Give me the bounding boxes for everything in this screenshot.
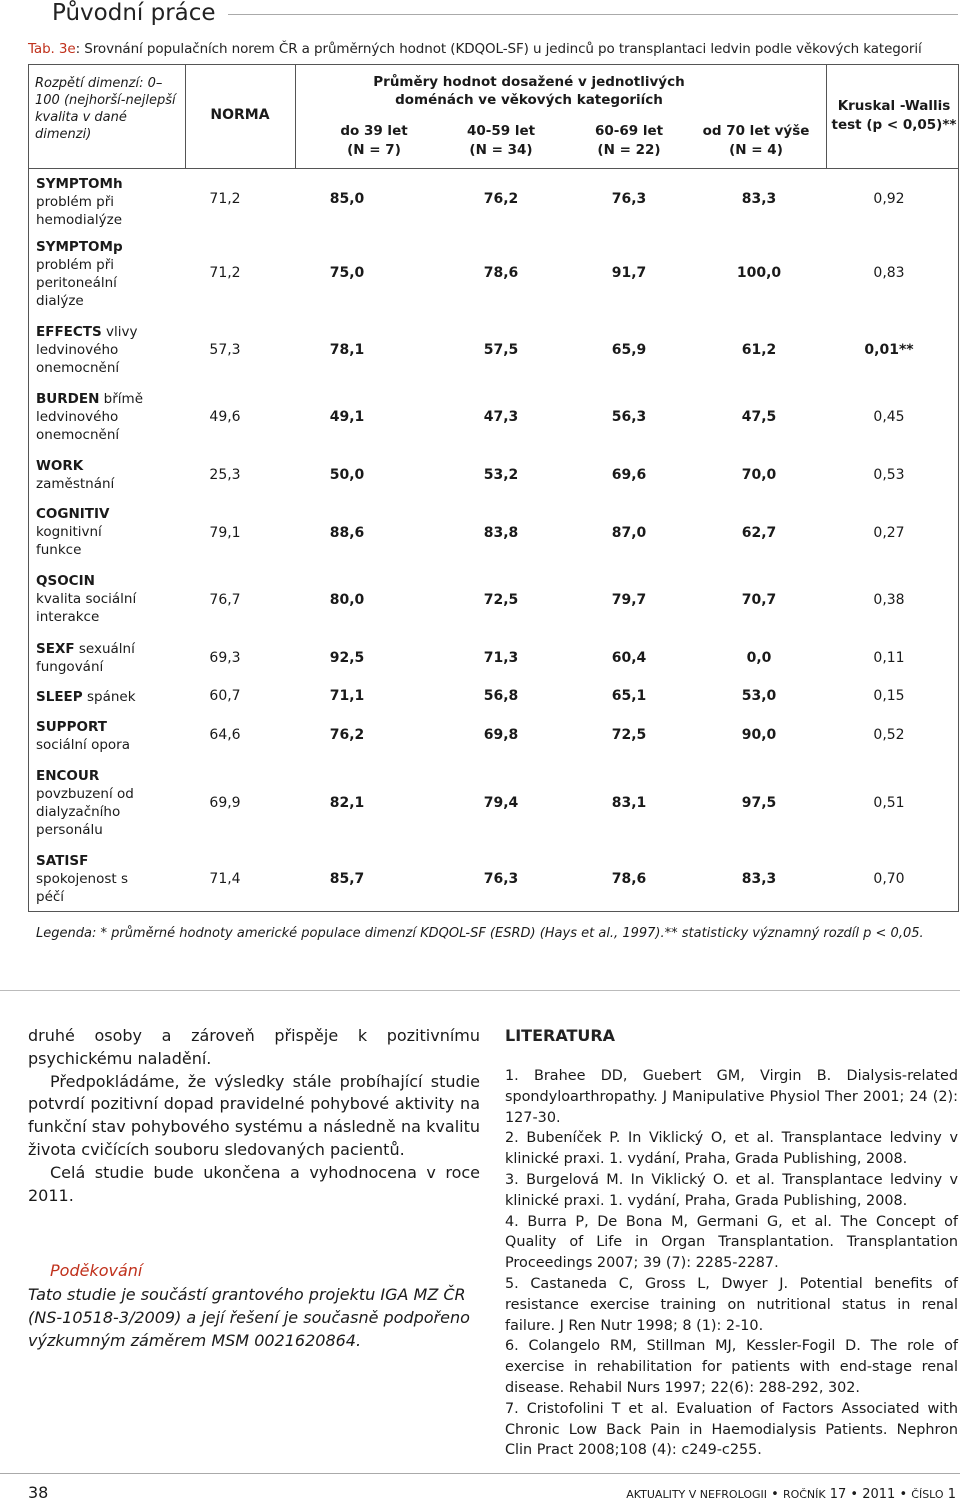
- row-desc: spánek: [86, 689, 136, 705]
- cell-value: 47,3: [483, 409, 519, 425]
- row-label: [36, 323, 156, 377]
- reference-item: 3. Burgelová M. In Viklický O. et al. Transplantace ledviny v klinické praxi. 1. vydání, Praha, Grada Publishing, 2008.: [505, 1171, 958, 1209]
- row-label: [36, 640, 146, 676]
- row-code: SUPPORT: [36, 719, 107, 735]
- header-col-age: [319, 122, 429, 160]
- row-label: [36, 688, 196, 706]
- cell-p: 0,27: [873, 525, 905, 541]
- journal-volume-label: ROČNÍK: [782, 1488, 826, 1501]
- header-col-age-label: od 70 let výše: [702, 123, 810, 139]
- row-code: WORK: [36, 458, 84, 474]
- row-label: [36, 175, 196, 229]
- page-number: 38: [28, 1483, 49, 1502]
- header-col-age-label: 60-69 let: [594, 123, 664, 139]
- header-age-group: Průměry hodnot dosažené v jednotlivých doménách ve věkových kategoriích: [373, 74, 685, 108]
- cell-value: 78,1: [329, 342, 365, 358]
- row-desc: kognitivní funkce: [36, 524, 102, 558]
- header-rule: [228, 14, 958, 15]
- journal-volume: 17: [829, 1487, 847, 1502]
- row-code: ENCOUR: [36, 768, 100, 784]
- header-col-age: [691, 122, 821, 160]
- cell-value: 83,1: [611, 795, 647, 811]
- row-label: [36, 238, 151, 310]
- cell-value: 57,5: [483, 342, 519, 358]
- cell-norma: 69,9: [209, 795, 241, 811]
- reference-item: 1. Brahee DD, Guebert GM, Virgin B. Dialysis-related spondyloarthropathy. J Manipulative Physiol Ther 2001; 24 (2): 127-30.: [505, 1068, 958, 1126]
- cell-value: 76,3: [483, 871, 519, 887]
- row-code: SEXF: [36, 641, 75, 657]
- cell-value: 62,7: [741, 525, 777, 541]
- row-code: SYMPTOMh: [36, 176, 123, 192]
- row-desc: vlivy ledvinového onemocnění: [36, 324, 138, 376]
- cell-value: 53,2: [483, 467, 519, 483]
- footer-rule: [0, 1473, 960, 1474]
- cell-value: 78,6: [611, 871, 647, 887]
- cell-value: 85,0: [329, 191, 365, 207]
- table-header-divider: [826, 65, 827, 168]
- cell-p: 0,01**: [864, 342, 914, 358]
- header-col-n: (N = 4): [729, 142, 783, 158]
- cell-value: 91,7: [611, 265, 647, 281]
- row-label: [36, 457, 196, 493]
- cell-norma: 49,6: [209, 409, 241, 425]
- cell-value: 83,3: [741, 191, 777, 207]
- cell-value: 69,8: [483, 727, 519, 743]
- acknowledgement-title: Poděkování: [50, 1261, 143, 1280]
- cell-value: 76,2: [483, 191, 519, 207]
- cell-value: 71,3: [483, 650, 519, 666]
- cell-value: 53,0: [741, 688, 777, 704]
- cell-p: 0,11: [873, 650, 905, 666]
- header-col-age: [569, 122, 689, 160]
- header-dimension-range: Rozpětí dimenzí: 0– 100 (nejhorší-nejlepší kvalita v dané dimenzi): [35, 76, 176, 142]
- cell-value: 83,8: [483, 525, 519, 541]
- table-header-divider: [295, 65, 296, 168]
- row-code: SLEEP: [36, 689, 83, 705]
- cell-norma: 71,2: [209, 265, 241, 281]
- cell-value: 56,8: [483, 688, 519, 704]
- header-col-n: (N = 7): [347, 142, 401, 158]
- row-desc: povzbuzení od dialyzačního personálu: [36, 786, 134, 838]
- cell-value: 56,3: [611, 409, 647, 425]
- header-col-age-label: 40-59 let: [466, 123, 536, 139]
- cell-value: 76,3: [611, 191, 647, 207]
- row-code: QSOCIN: [36, 573, 95, 589]
- cell-value: 97,5: [741, 795, 777, 811]
- journal-footer: AKTUALITY V NEFROLOGII • ROČNÍK 17 • 2011 • ČÍSLO 1: [626, 1487, 956, 1502]
- table-caption-text: : Srovnání populačních norem ČR a průměrných hodnot (KDQOL-SF) u jedinců po transplantaci ledvin podle věkových kategorií: [75, 41, 922, 57]
- row-label: [36, 852, 136, 906]
- row-desc: spokojenost s péčí: [36, 871, 128, 905]
- header-col-n: (N = 34): [469, 142, 533, 158]
- cell-value: 50,0: [329, 467, 365, 483]
- row-desc: problém při hemodialýze: [36, 194, 122, 228]
- cell-value: 61,2: [741, 342, 777, 358]
- cell-value: 69,6: [611, 467, 647, 483]
- cell-value: 49,1: [329, 409, 365, 425]
- cell-p: 0,92: [873, 191, 905, 207]
- cell-value: 82,1: [329, 795, 365, 811]
- journal-year: 2011: [862, 1487, 896, 1502]
- cell-norma: 69,3: [209, 650, 241, 666]
- cell-value: 0,0: [746, 650, 772, 666]
- cell-norma: 60,7: [209, 688, 241, 704]
- section-separator: [0, 990, 960, 991]
- row-label: [36, 390, 156, 444]
- literature-title: LITERATURA: [505, 1026, 616, 1045]
- cell-value: 79,7: [611, 592, 647, 608]
- cell-p: 0,70: [873, 871, 905, 887]
- journal-name: AKTUALITY V NEFROLOGII: [626, 1488, 767, 1501]
- row-desc: sociální opora: [36, 737, 130, 753]
- body-paragraph: druhé osoby a zároveň přispěje k pozitivnímu psychickému naladění.: [28, 1026, 480, 1068]
- cell-value: 90,0: [741, 727, 777, 743]
- cell-norma: 71,2: [209, 191, 241, 207]
- cell-value: 72,5: [483, 592, 519, 608]
- row-code: COGNITIV: [36, 506, 110, 522]
- cell-value: 76,2: [329, 727, 365, 743]
- table-caption: [28, 41, 922, 57]
- row-code: BURDEN: [36, 391, 100, 407]
- cell-value: 83,3: [741, 871, 777, 887]
- cell-p: 0,53: [873, 467, 905, 483]
- cell-norma: 57,3: [209, 342, 241, 358]
- body-text: [28, 1025, 480, 1207]
- table-caption-label: Tab. 3e: [28, 41, 76, 57]
- cell-value: 100,0: [736, 265, 782, 281]
- section-title: Původní práce: [52, 0, 216, 26]
- row-desc: problém při peritoneální dialýze: [36, 257, 117, 309]
- row-label: [36, 572, 196, 626]
- cell-value: 47,5: [741, 409, 777, 425]
- cell-value: 71,1: [329, 688, 365, 704]
- reference-item: 2. Bubeníček P. In Viklický O, et al. Transplantace ledviny v klinické praxi. 1. vydání, Praha, Grada Publishing, 2008.: [505, 1130, 958, 1168]
- reference-item: 7. Cristofolini T et al. Evaluation of Factors Associated with Chronic Low Back Pain in Haemodialysis Patients. Nephron Clin Pract 2008;108 (4): c249-c255.: [505, 1400, 958, 1459]
- page-header: [0, 0, 960, 34]
- journal-issue: 1: [947, 1487, 956, 1502]
- reference-list: [505, 1066, 958, 1461]
- cell-value: 80,0: [329, 592, 365, 608]
- cell-value: 72,5: [611, 727, 647, 743]
- cell-p: 0,38: [873, 592, 905, 608]
- cell-norma: 25,3: [209, 467, 241, 483]
- cell-norma: 64,6: [209, 727, 241, 743]
- body-paragraph: Celá studie bude ukončena a vyhodnocena v roce 2011.: [28, 1162, 480, 1205]
- row-desc: sexuální fungování: [36, 641, 135, 675]
- cell-norma: 71,4: [209, 871, 241, 887]
- cell-p: 0,52: [873, 727, 905, 743]
- table-header-rule: [29, 168, 958, 169]
- table-legend: Legenda: * průměrné hodnoty americké populace dimenzí KDQOL-SF (ESRD) (Hays et al., 1997).** statisticky významný rozdíl p < 0,05.: [36, 926, 924, 941]
- cell-value: 75,0: [329, 265, 365, 281]
- row-label: [36, 767, 156, 839]
- acknowledgement-text: Tato studie je součástí grantového projektu IGA MZ ČR (NS-10518-3/2009) a její řešení je současně podpořeno výzkumným záměrem MSM 0021620864.: [28, 1285, 470, 1350]
- cell-value: 87,0: [611, 525, 647, 541]
- header-kruskal-wallis: Kruskal -Wallis test (p < 0,05)**: [831, 98, 957, 133]
- reference-item: 5. Castaneda C, Gross L, Dwyer J. Potential benefits of resistance exercise training on nutritional status in renal failure. J Ren Nutr 1998; 8 (1): 2-10.: [505, 1275, 958, 1334]
- cell-norma: 76,7: [209, 592, 241, 608]
- row-code: SYMPTOMp: [36, 239, 123, 255]
- body-paragraph: Předpokládáme, že výsledky stále probíhající studie potvrdí pozitivní dopad pravidelné pohybové aktivity na funkční stav pohybového systému a následně na kvalitu života cvičících souboru sledovaných pacientů.: [28, 1071, 480, 1159]
- cell-p: 0,83: [873, 265, 905, 281]
- header-col-age-label: do 39 let: [340, 123, 408, 139]
- cell-p: 0,15: [873, 688, 905, 704]
- header-col-age: [441, 122, 561, 160]
- cell-value: 79,4: [483, 795, 519, 811]
- cell-value: 70,0: [741, 467, 777, 483]
- row-desc: kvalita sociální interakce: [36, 591, 137, 625]
- cell-value: 60,4: [611, 650, 647, 666]
- row-label: [36, 505, 196, 559]
- row-label: [36, 718, 196, 754]
- row-desc: zaměstnání: [36, 476, 115, 492]
- cell-norma: 79,1: [209, 525, 241, 541]
- results-table: [28, 64, 959, 912]
- header-col-n: (N = 22): [597, 142, 661, 158]
- cell-p: 0,51: [873, 795, 905, 811]
- reference-item: 4. Burra P, De Bona M, Germani G, et al. The Concept of Quality of Life in Organ Transplantation. Transplantation Proceedings 2007; 39 (7): 2285-2287.: [505, 1213, 958, 1272]
- row-code: EFFECTS: [36, 324, 102, 340]
- cell-value: 78,6: [483, 265, 519, 281]
- reference-item: 6. Colangelo RM, Stillman MJ, Kessler-Fogil D. The role of exercise in rehabilitation for patients with end-stage renal disease. Rehabil Nurs 1997; 22(6): 288-292, 302.: [505, 1338, 958, 1396]
- header-norma: NORMA: [210, 107, 270, 123]
- row-desc: břímě ledvinového onemocnění: [36, 391, 143, 443]
- cell-p: 0,45: [873, 409, 905, 425]
- journal-issue-label: ČÍSLO: [911, 1488, 944, 1501]
- cell-value: 65,9: [611, 342, 647, 358]
- cell-value: 65,1: [611, 688, 647, 704]
- row-code: SATISF: [36, 853, 89, 869]
- cell-value: 85,7: [329, 871, 365, 887]
- cell-value: 88,6: [329, 525, 365, 541]
- cell-value: 92,5: [329, 650, 365, 666]
- cell-value: 70,7: [741, 592, 777, 608]
